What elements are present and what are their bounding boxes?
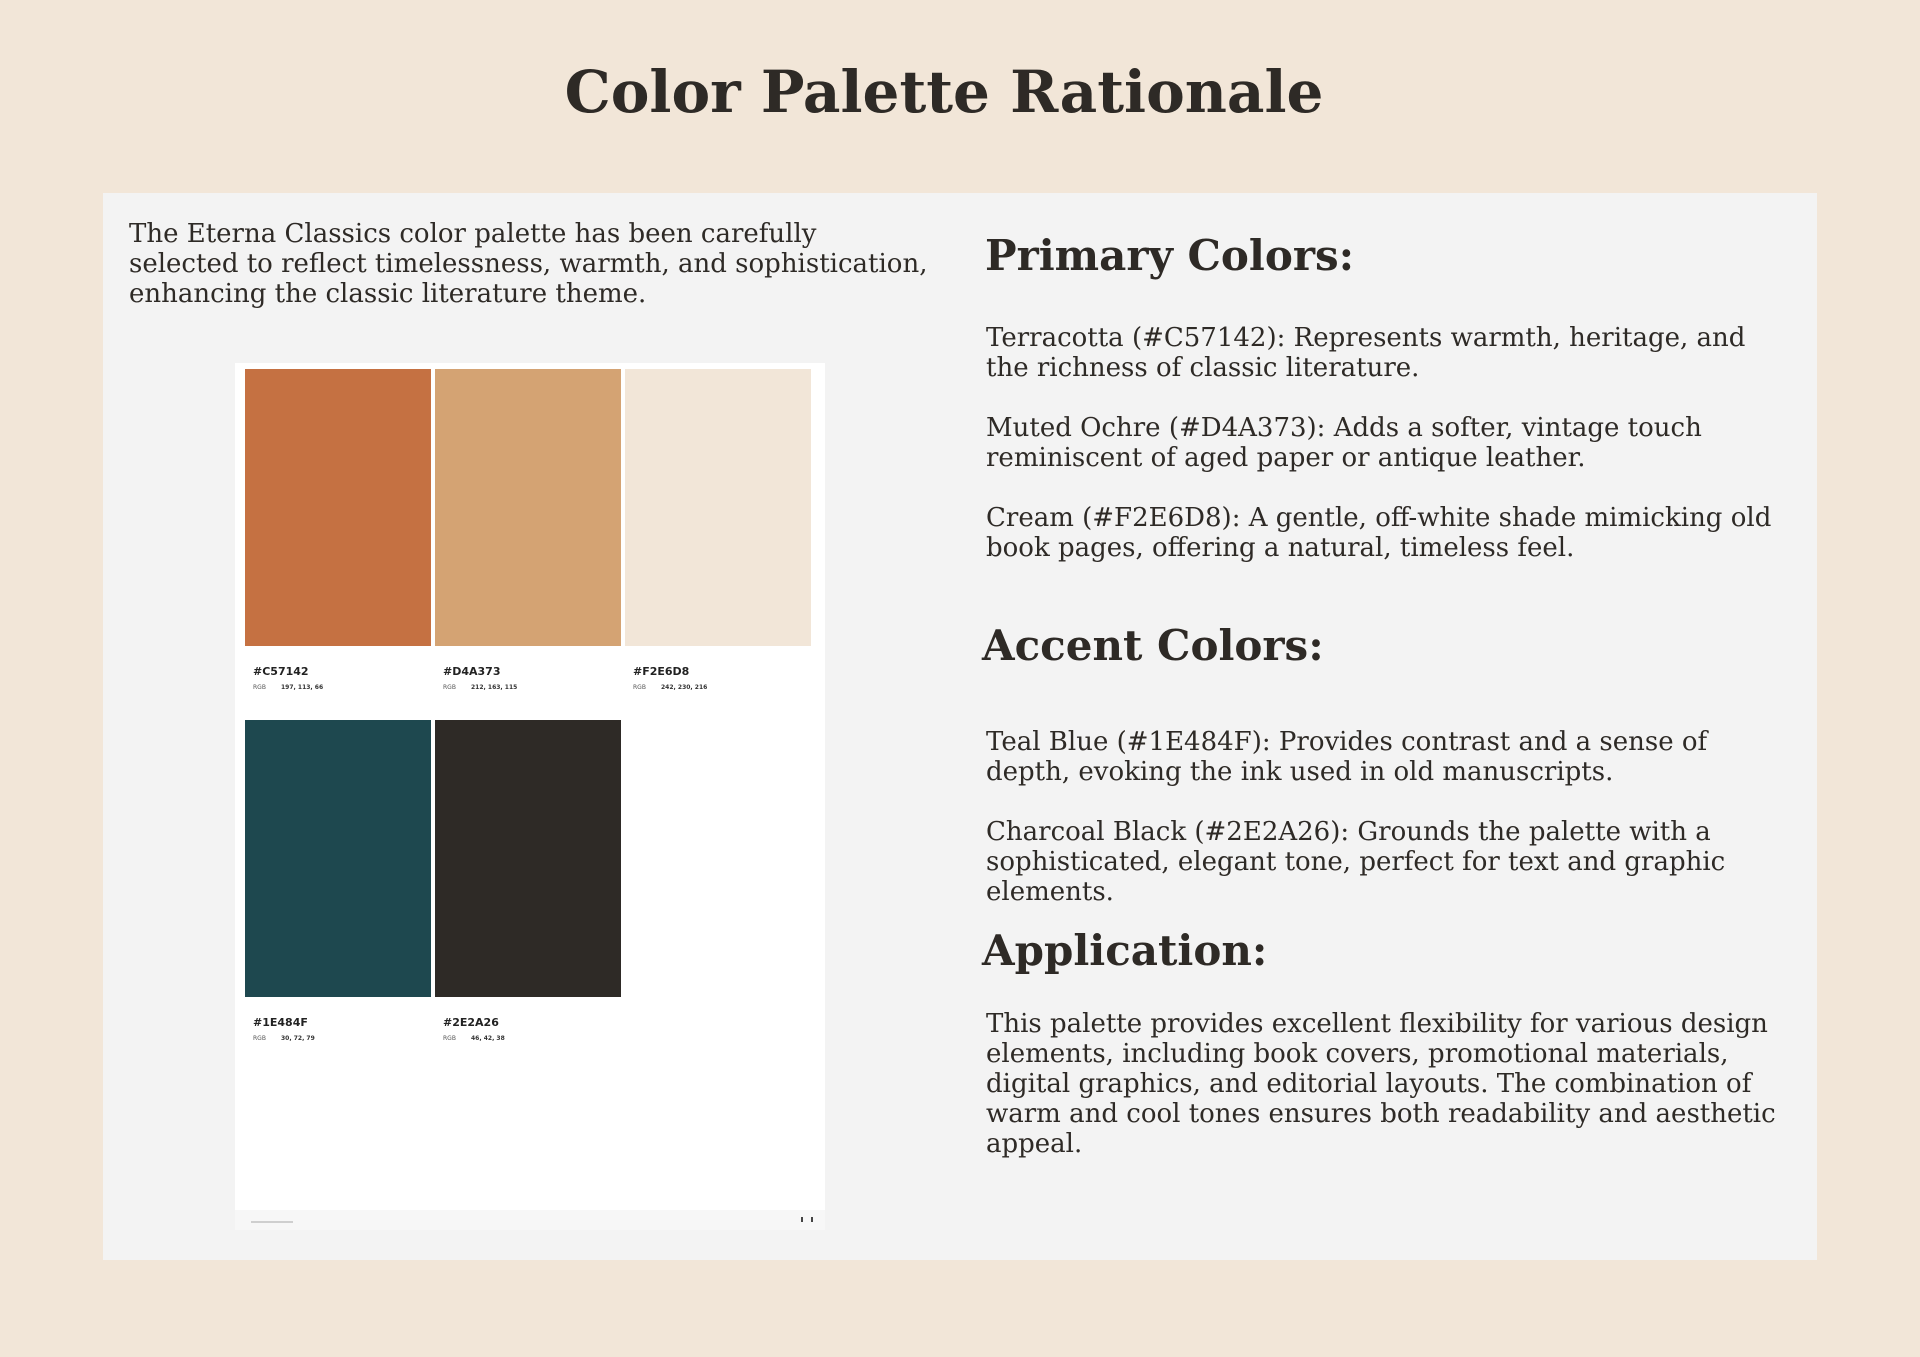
application-heading: Application:: [982, 926, 1268, 975]
rgb-label: RGB: [253, 1035, 266, 1042]
rgb-value: 30, 72, 79: [281, 1035, 315, 1042]
content-panel: [103, 193, 1817, 1260]
swatch-card-charcoal-black: [435, 720, 621, 1042]
intro-paragraph: The Eterna Classics color palette has been carefully selected to reflect timelessness, warmth, and sophistication, enhancing the classic literature theme.: [129, 219, 928, 309]
swatch-hex-label: #F2E6D8: [633, 665, 690, 678]
swatch-charcoal-black: [435, 720, 621, 997]
primary-color-terracotta: Terracotta (#C57142): Represents warmth, heritage, and the richness of classic literature.: [986, 323, 1746, 383]
swatch-rgb: [253, 684, 431, 691]
swatch-hex-label: #C57142: [253, 665, 309, 678]
swatch-card-cream: [625, 369, 811, 691]
primary-colors-heading: Primary Colors:: [985, 231, 1355, 280]
swatch-rgb: [443, 1035, 621, 1042]
rgb-label: RGB: [253, 684, 266, 691]
swatch-rgb: [443, 684, 621, 691]
swatch-terracotta: [245, 369, 431, 646]
primary-color-muted-ochre: Muted Ochre (#D4A373): Adds a softer, vintage touch reminiscent of aged paper or antique leather.: [986, 413, 1702, 473]
swatch-muted-ochre: [435, 369, 621, 646]
accent-colors-heading: Accent Colors:: [982, 621, 1324, 670]
rgb-label: RGB: [633, 684, 646, 691]
application-paragraph: This palette provides excellent flexibility for various design elements, including book covers, promotional materials, digital graphics, and editorial layouts. The combination of warm and cool tones ensures both readability and aesthetic appeal.: [986, 1009, 1776, 1159]
sheet-footer: [235, 1210, 825, 1230]
rgb-value: 212, 163, 115: [471, 684, 518, 691]
palette-sheet: [235, 363, 825, 1230]
rgb-label: RGB: [443, 684, 456, 691]
swatch-hex-label: #2E2A26: [443, 1016, 499, 1029]
swatch-hex-label: #1E484F: [253, 1016, 308, 1029]
swatch-rgb: [633, 684, 811, 691]
swatch-card-teal-blue: [245, 720, 431, 1042]
rgb-value: 46, 42, 38: [471, 1035, 505, 1042]
page-title: Color Palette Rationale: [564, 58, 1324, 126]
swatch-card-terracotta: [245, 369, 431, 691]
page-mark-icon: [801, 1217, 813, 1222]
primary-color-cream: Cream (#F2E6D8): A gentle, off-white shade mimicking old book pages, offering a natural, timeless feel.: [986, 503, 1772, 563]
accent-color-teal-blue: Teal Blue (#1E484F): Provides contrast and a sense of depth, evoking the ink used in old manuscripts.: [986, 727, 1708, 787]
footer-text-line: [251, 1221, 293, 1223]
swatch-hex-label: #D4A373: [443, 665, 501, 678]
accent-color-charcoal-black: Charcoal Black (#2E2A26): Grounds the palette with a sophisticated, elegant tone, perfect for text and graphic elements.: [986, 817, 1726, 907]
rgb-value: 197, 113, 66: [281, 684, 324, 691]
rgb-label: RGB: [443, 1035, 456, 1042]
swatch-cream: [625, 369, 811, 646]
swatch-teal-blue: [245, 720, 431, 997]
swatch-rgb: [253, 1035, 431, 1042]
swatch-card-muted-ochre: [435, 369, 621, 691]
rgb-value: 242, 230, 216: [661, 684, 708, 691]
